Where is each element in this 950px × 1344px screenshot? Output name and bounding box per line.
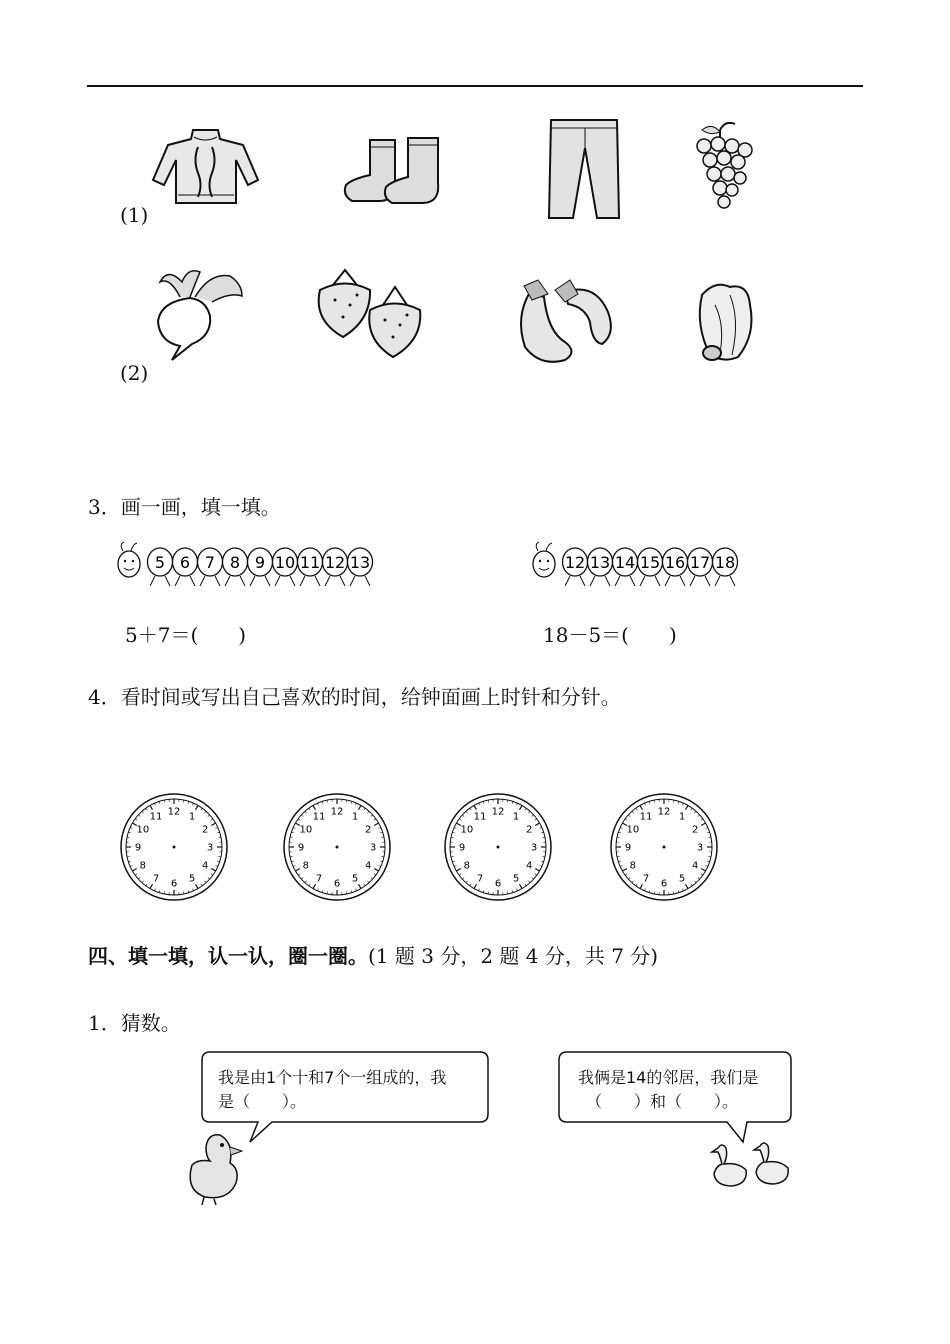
clock-number: 8 xyxy=(463,860,471,872)
clock-number: 4 xyxy=(201,860,209,872)
equation-2[interactable]: 18－5＝( ) xyxy=(543,623,677,647)
clock-number: 10 xyxy=(299,824,313,836)
radish-icon xyxy=(150,262,250,362)
guess-title: 1．猜数。 xyxy=(88,1011,181,1035)
caterpillar-2 xyxy=(530,540,750,590)
sweater-icon xyxy=(148,125,263,210)
clock-number: 11 xyxy=(473,811,487,823)
caterpillar-head xyxy=(118,542,140,577)
caterpillar-number: 5 xyxy=(154,553,166,572)
caterpillar-segment xyxy=(173,548,198,586)
clock-number: 7 xyxy=(315,873,323,885)
clock-face-1[interactable] xyxy=(119,792,229,902)
caterpillar-segment xyxy=(248,548,273,586)
caterpillar-number: 10 xyxy=(274,553,296,572)
clock-number: 4 xyxy=(525,860,533,872)
clock-number: 10 xyxy=(626,824,640,836)
chick-icon xyxy=(180,1125,250,1205)
caterpillar-segment xyxy=(588,548,613,586)
clock-number: 3 xyxy=(369,842,377,854)
caterpillar-segment xyxy=(348,548,373,586)
equation-1[interactable]: 5＋7＝( ) xyxy=(125,623,247,647)
clock-number: 8 xyxy=(302,860,310,872)
eggplant-icon xyxy=(510,272,620,367)
clock-number: 2 xyxy=(201,824,209,836)
clock-number: 7 xyxy=(642,873,650,885)
caterpillar-segment xyxy=(638,548,663,586)
clock-number: 2 xyxy=(691,824,699,836)
clock-number: 10 xyxy=(136,824,150,836)
clock-number: 12 xyxy=(167,806,181,818)
clock-face-3[interactable] xyxy=(443,792,553,902)
clock-number: 5 xyxy=(678,873,686,885)
caterpillar-segment xyxy=(688,548,713,586)
clock-number: 5 xyxy=(351,873,359,885)
clock-number: 3 xyxy=(696,842,704,854)
bubble2-line2[interactable]: （ ）和（ ）。 xyxy=(586,1092,739,1111)
caterpillar-number: 12 xyxy=(324,553,346,572)
caterpillar-number: 8 xyxy=(229,553,241,572)
row2-label: (2) xyxy=(120,361,149,385)
clock-number: 1 xyxy=(351,811,359,823)
clock-number: 8 xyxy=(629,860,637,872)
clock-number: 10 xyxy=(460,824,474,836)
q4-title: 4．看时间或写出自己喜欢的时间，给钟面画上时针和分针。 xyxy=(88,685,621,709)
caterpillar-segment xyxy=(198,548,223,586)
caterpillar-number: 7 xyxy=(204,553,216,572)
caterpillar-number: 6 xyxy=(179,553,191,572)
caterpillar-number: 15 xyxy=(639,553,661,572)
clock-number: 11 xyxy=(149,811,163,823)
row1-label: (1) xyxy=(120,203,149,227)
clock-number: 4 xyxy=(691,860,699,872)
bubble1-line2[interactable]: 是（ ）。 xyxy=(218,1092,307,1111)
clock-face-2[interactable] xyxy=(282,792,392,902)
caterpillar-segment xyxy=(663,548,688,586)
clock-number: 3 xyxy=(530,842,538,854)
section4-header xyxy=(88,940,658,969)
clock-number: 3 xyxy=(206,842,214,854)
section4-score: (1 题 3 分，2 题 4 分，共 7 分) xyxy=(368,944,659,968)
clock-number: 1 xyxy=(188,811,196,823)
grapes-icon xyxy=(690,118,755,218)
clock-center xyxy=(173,846,176,849)
caterpillar-1 xyxy=(115,540,385,590)
caterpillar-number: 16 xyxy=(664,553,686,572)
clock-number: 6 xyxy=(494,878,502,890)
clock-number: 9 xyxy=(134,842,142,854)
caterpillar-segment xyxy=(298,548,323,586)
clock-number: 11 xyxy=(639,811,653,823)
caterpillar-segment xyxy=(148,548,173,586)
clock-number: 12 xyxy=(657,806,671,818)
q3-title: 3．画一画，填一填。 xyxy=(88,495,281,519)
pants-icon xyxy=(545,118,625,220)
caterpillar-segment xyxy=(613,548,638,586)
clock-number: 6 xyxy=(170,878,178,890)
clock-number: 1 xyxy=(512,811,520,823)
clock-number: 12 xyxy=(491,806,505,818)
clock-number: 1 xyxy=(678,811,686,823)
caterpillar-number: 13 xyxy=(349,553,371,572)
caterpillar-segment xyxy=(713,548,738,586)
bubble1-line1: 我是由1个十和7个一组成的，我 xyxy=(218,1068,447,1087)
caterpillar-number: 11 xyxy=(299,553,321,572)
clock-number: 7 xyxy=(476,873,484,885)
caterpillar-number: 12 xyxy=(564,553,586,572)
caterpillar-number: 18 xyxy=(714,553,736,572)
clock-number: 8 xyxy=(139,860,147,872)
caterpillar-segment xyxy=(563,548,588,586)
top-rule xyxy=(87,85,863,87)
clock-number: 2 xyxy=(525,824,533,836)
clock-number: 9 xyxy=(458,842,466,854)
clock-number: 11 xyxy=(312,811,326,823)
ducks-icon xyxy=(708,1140,794,1192)
socks-icon xyxy=(340,135,450,207)
section4-heading: 四、填一填，认一认，圈一圈。 xyxy=(88,944,368,968)
caterpillar-number: 13 xyxy=(589,553,611,572)
clock-number: 9 xyxy=(624,842,632,854)
clock-face-4[interactable] xyxy=(609,792,719,902)
caterpillar-number: 14 xyxy=(614,553,636,572)
cabbage-icon xyxy=(690,275,760,365)
caterpillar-segment xyxy=(273,548,298,586)
clock-number: 9 xyxy=(297,842,305,854)
clock-number: 12 xyxy=(330,806,344,818)
clock-number: 5 xyxy=(188,873,196,885)
bubble2-line1: 我俩是14的邻居，我们是 xyxy=(578,1068,759,1087)
clock-number: 6 xyxy=(660,878,668,890)
caterpillar-segment xyxy=(223,548,248,586)
clock-number: 5 xyxy=(512,873,520,885)
caterpillar-segment xyxy=(323,548,348,586)
caterpillar-head xyxy=(533,542,555,577)
clock-number: 4 xyxy=(364,860,372,872)
clock-number: 2 xyxy=(364,824,372,836)
clock-center xyxy=(497,846,500,849)
clock-center xyxy=(663,846,666,849)
clock-center xyxy=(336,846,339,849)
clock-number: 7 xyxy=(152,873,160,885)
strawberries-icon xyxy=(305,265,430,360)
caterpillar-number: 17 xyxy=(689,553,711,572)
caterpillar-number: 9 xyxy=(254,553,266,572)
clock-number: 6 xyxy=(333,878,341,890)
